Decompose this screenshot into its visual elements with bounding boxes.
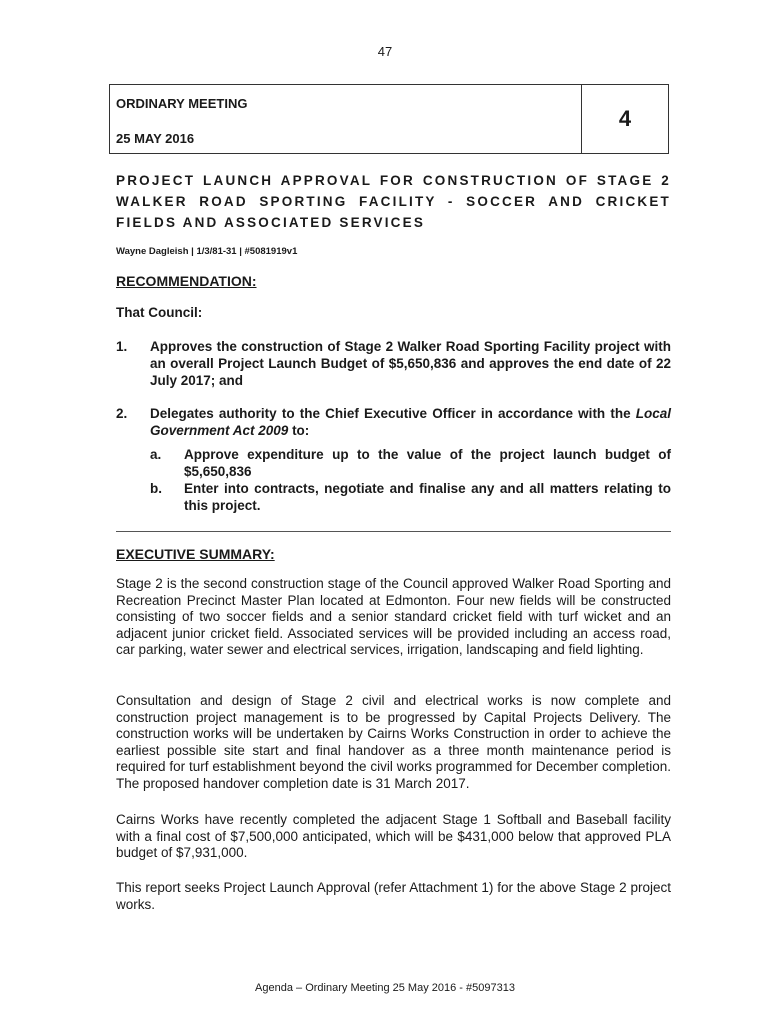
summary-paragraph: Stage 2 is the second construction stage of the Council approved Walker Road Sporting and Recreation Precinct Master Plan located at Edmonton. Four new fields will be constructed consisting of two soccer fields and a senior standard cricket field with turf wicket and an adjacent junior cricket field. Associated services will be provided including an access road, car parking, water sewer and electrical services, irrigation, landscaping and field lighting. xyxy=(116,576,671,657)
item-text: Approves the construction of Stage 2 Walker Road Sporting Facility project with an overall Project Launch Budget of $5,650,836 and approves the end date of 22 July 2017; and xyxy=(150,339,671,388)
meeting-date: 25 MAY 2016 xyxy=(116,131,195,146)
recommendation-subitem-b xyxy=(150,480,671,514)
agenda-item-number: 4 xyxy=(618,106,632,131)
item-number: 2. xyxy=(116,406,128,421)
recommendation-item-2 xyxy=(116,405,671,439)
subitem-letter: a. xyxy=(150,447,162,462)
page-footer: Agenda – Ordinary Meeting 25 May 2016 - #5097313 xyxy=(255,982,515,994)
summary-paragraph: Consultation and design of Stage 2 civil and electrical works is now complete and construction project management is to be progressed by Capital Projects Delivery. The construction works will be undertaken by Cairns Works Construction in order to achieve the earliest possible site start and final handover as a three month maintenance period is required for turf establishment beyond the civil works programmed for December completion. The proposed handover completion date is 31 March 2017. xyxy=(116,693,671,791)
executive-summary-heading: EXECUTIVE SUMMARY: xyxy=(116,546,275,562)
recommendation-heading: RECOMMENDATION: xyxy=(116,273,257,289)
recommendation-intro: That Council: xyxy=(116,305,203,320)
item-text xyxy=(150,405,671,439)
item-text-after: to: xyxy=(288,423,310,438)
meeting-type: ORDINARY MEETING xyxy=(116,96,248,111)
recommendation-item-1 xyxy=(116,338,671,389)
summary-paragraph: Cairns Works have recently completed the adjacent Stage 1 Softball and Baseball facility with a final cost of $7,500,000 anticipated, which will be $431,000 below that approved PLA budget of $7,931,000. xyxy=(116,812,671,860)
recommendation-subitem-a xyxy=(150,446,671,480)
meeting-header-box xyxy=(109,84,669,154)
summary-paragraph: This report seeks Project Launch Approval (refer Attachment 1) for the above Stage 2 project works. xyxy=(116,880,671,912)
subitem-text: Approve expenditure up to the value of the project launch budget of $5,650,836 xyxy=(184,447,671,479)
report-title: PROJECT LAUNCH APPROVAL FOR CONSTRUCTION OF STAGE 2 WALKER ROAD SPORTING FACILITY - SOCCER AND CRICKET FIELDS AND ASSOCIATED SERVICES xyxy=(116,173,671,230)
author-reference: Wayne Dagleish | 1/3/81-31 | #5081919v1 xyxy=(116,246,298,257)
subitem-letter: b. xyxy=(150,481,162,496)
meeting-info xyxy=(110,85,582,153)
page-number: 47 xyxy=(377,44,393,59)
subitem-text: Enter into contracts, negotiate and finalise any and all matters relating to this project. xyxy=(184,481,671,513)
item-number: 1. xyxy=(116,339,128,354)
item-text-before: Delegates authority to the Chief Executive Officer in accordance with the xyxy=(150,406,636,421)
section-divider xyxy=(116,531,671,532)
act-name: Local Government Act 2009 xyxy=(150,406,671,438)
